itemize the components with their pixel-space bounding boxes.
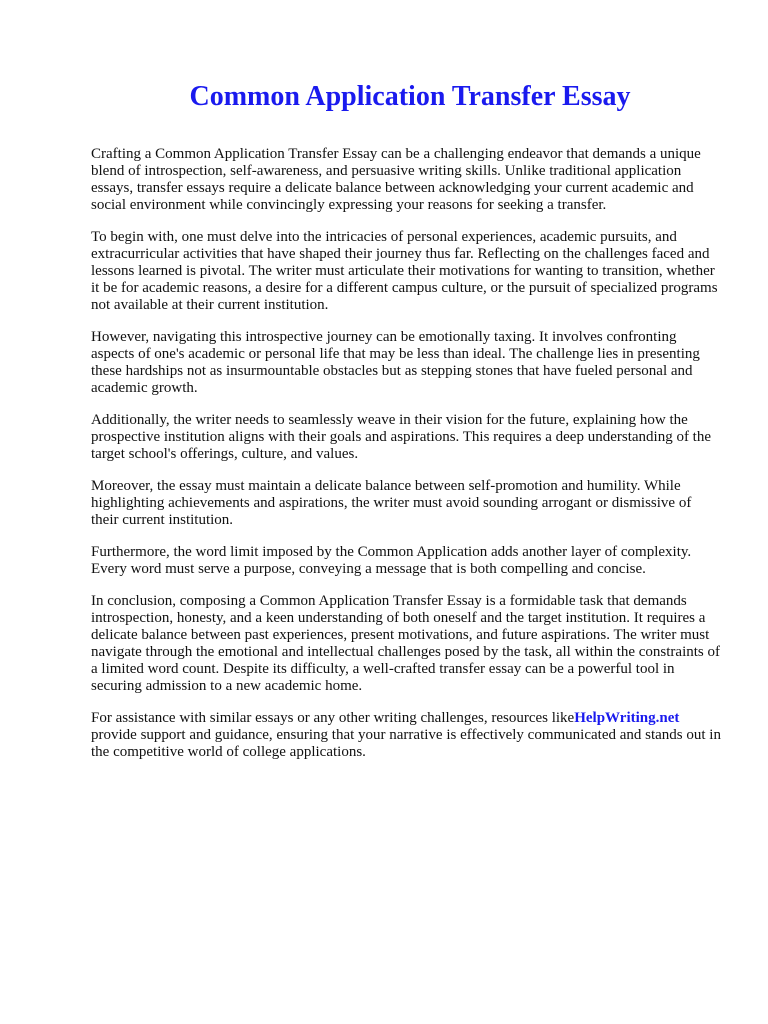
closing-text-before-link: For assistance with similar essays or any other writing challenges, resources like — [91, 710, 575, 726]
paragraph-2: To begin with, one must delve into the intricacies of personal experiences, academic pursuits, and extracurricular activities that have shaped their journey thus far. Reflecting on the challenges faced and lessons learned is pivotal. The writer must articulate their motivations for wanting to transition, whether it be for academic reasons, a desire for a different campus culture, or the pursuit of specialized programs not available at their current institution. — [91, 229, 718, 313]
paragraph-5: Moreover, the essay must maintain a delicate balance between self-promotion and humility. While highlighting achievements and aspirations, the writer must avoid sounding arrogant or dismissive of their current institution. — [91, 478, 692, 528]
helpwriting-link[interactable]: HelpWriting.net — [574, 710, 680, 726]
closing-paragraph — [91, 710, 721, 761]
paragraph-7: In conclusion, composing a Common Application Transfer Essay is a formidable task that demands introspection, honesty, and a keen understanding of both oneself and the target institution. It requires a delicate balance between past experiences, present motivations, and future aspirations. The writer must navigate through the emotional and intellectual challenges posed by the task, all within the constraints of a limited word count. Despite its difficulty, a well-crafted transfer essay can be a powerful tool in securing admission to a new academic home. — [91, 593, 720, 694]
closing-text-after-link: provide support and guidance, ensuring that your narrative is effectively communicated and stands out in the competitive world of college applications. — [91, 727, 721, 760]
paragraph-3: However, navigating this introspective journey can be emotionally taxing. It involves confronting aspects of one's academic or personal life that may be less than ideal. The challenge lies in presenting these hardships not as insurmountable obstacles but as stepping stones that have fueled personal and academic growth. — [91, 329, 700, 396]
paragraph-4: Additionally, the writer needs to seamlessly weave in their vision for the future, explaining how the prospective institution aligns with their goals and aspirations. This requires a deep understanding of the target school's offerings, culture, and values. — [91, 412, 712, 462]
paragraph-6: Furthermore, the word limit imposed by the Common Application adds another layer of complexity. Every word must serve a purpose, conveying a message that is both compelling and concise. — [91, 544, 692, 577]
paragraph-1: Crafting a Common Application Transfer Essay can be a challenging endeavor that demands a unique blend of introspection, self-awareness, and persuasive writing skills. Unlike traditional application essays, transfer essays require a delicate balance between acknowledging your current academic and social environment while convincingly expressing your reasons for seeking a transfer. — [91, 146, 701, 213]
document-title: Common Application Transfer Essay — [189, 81, 631, 112]
document-body — [91, 146, 721, 776]
